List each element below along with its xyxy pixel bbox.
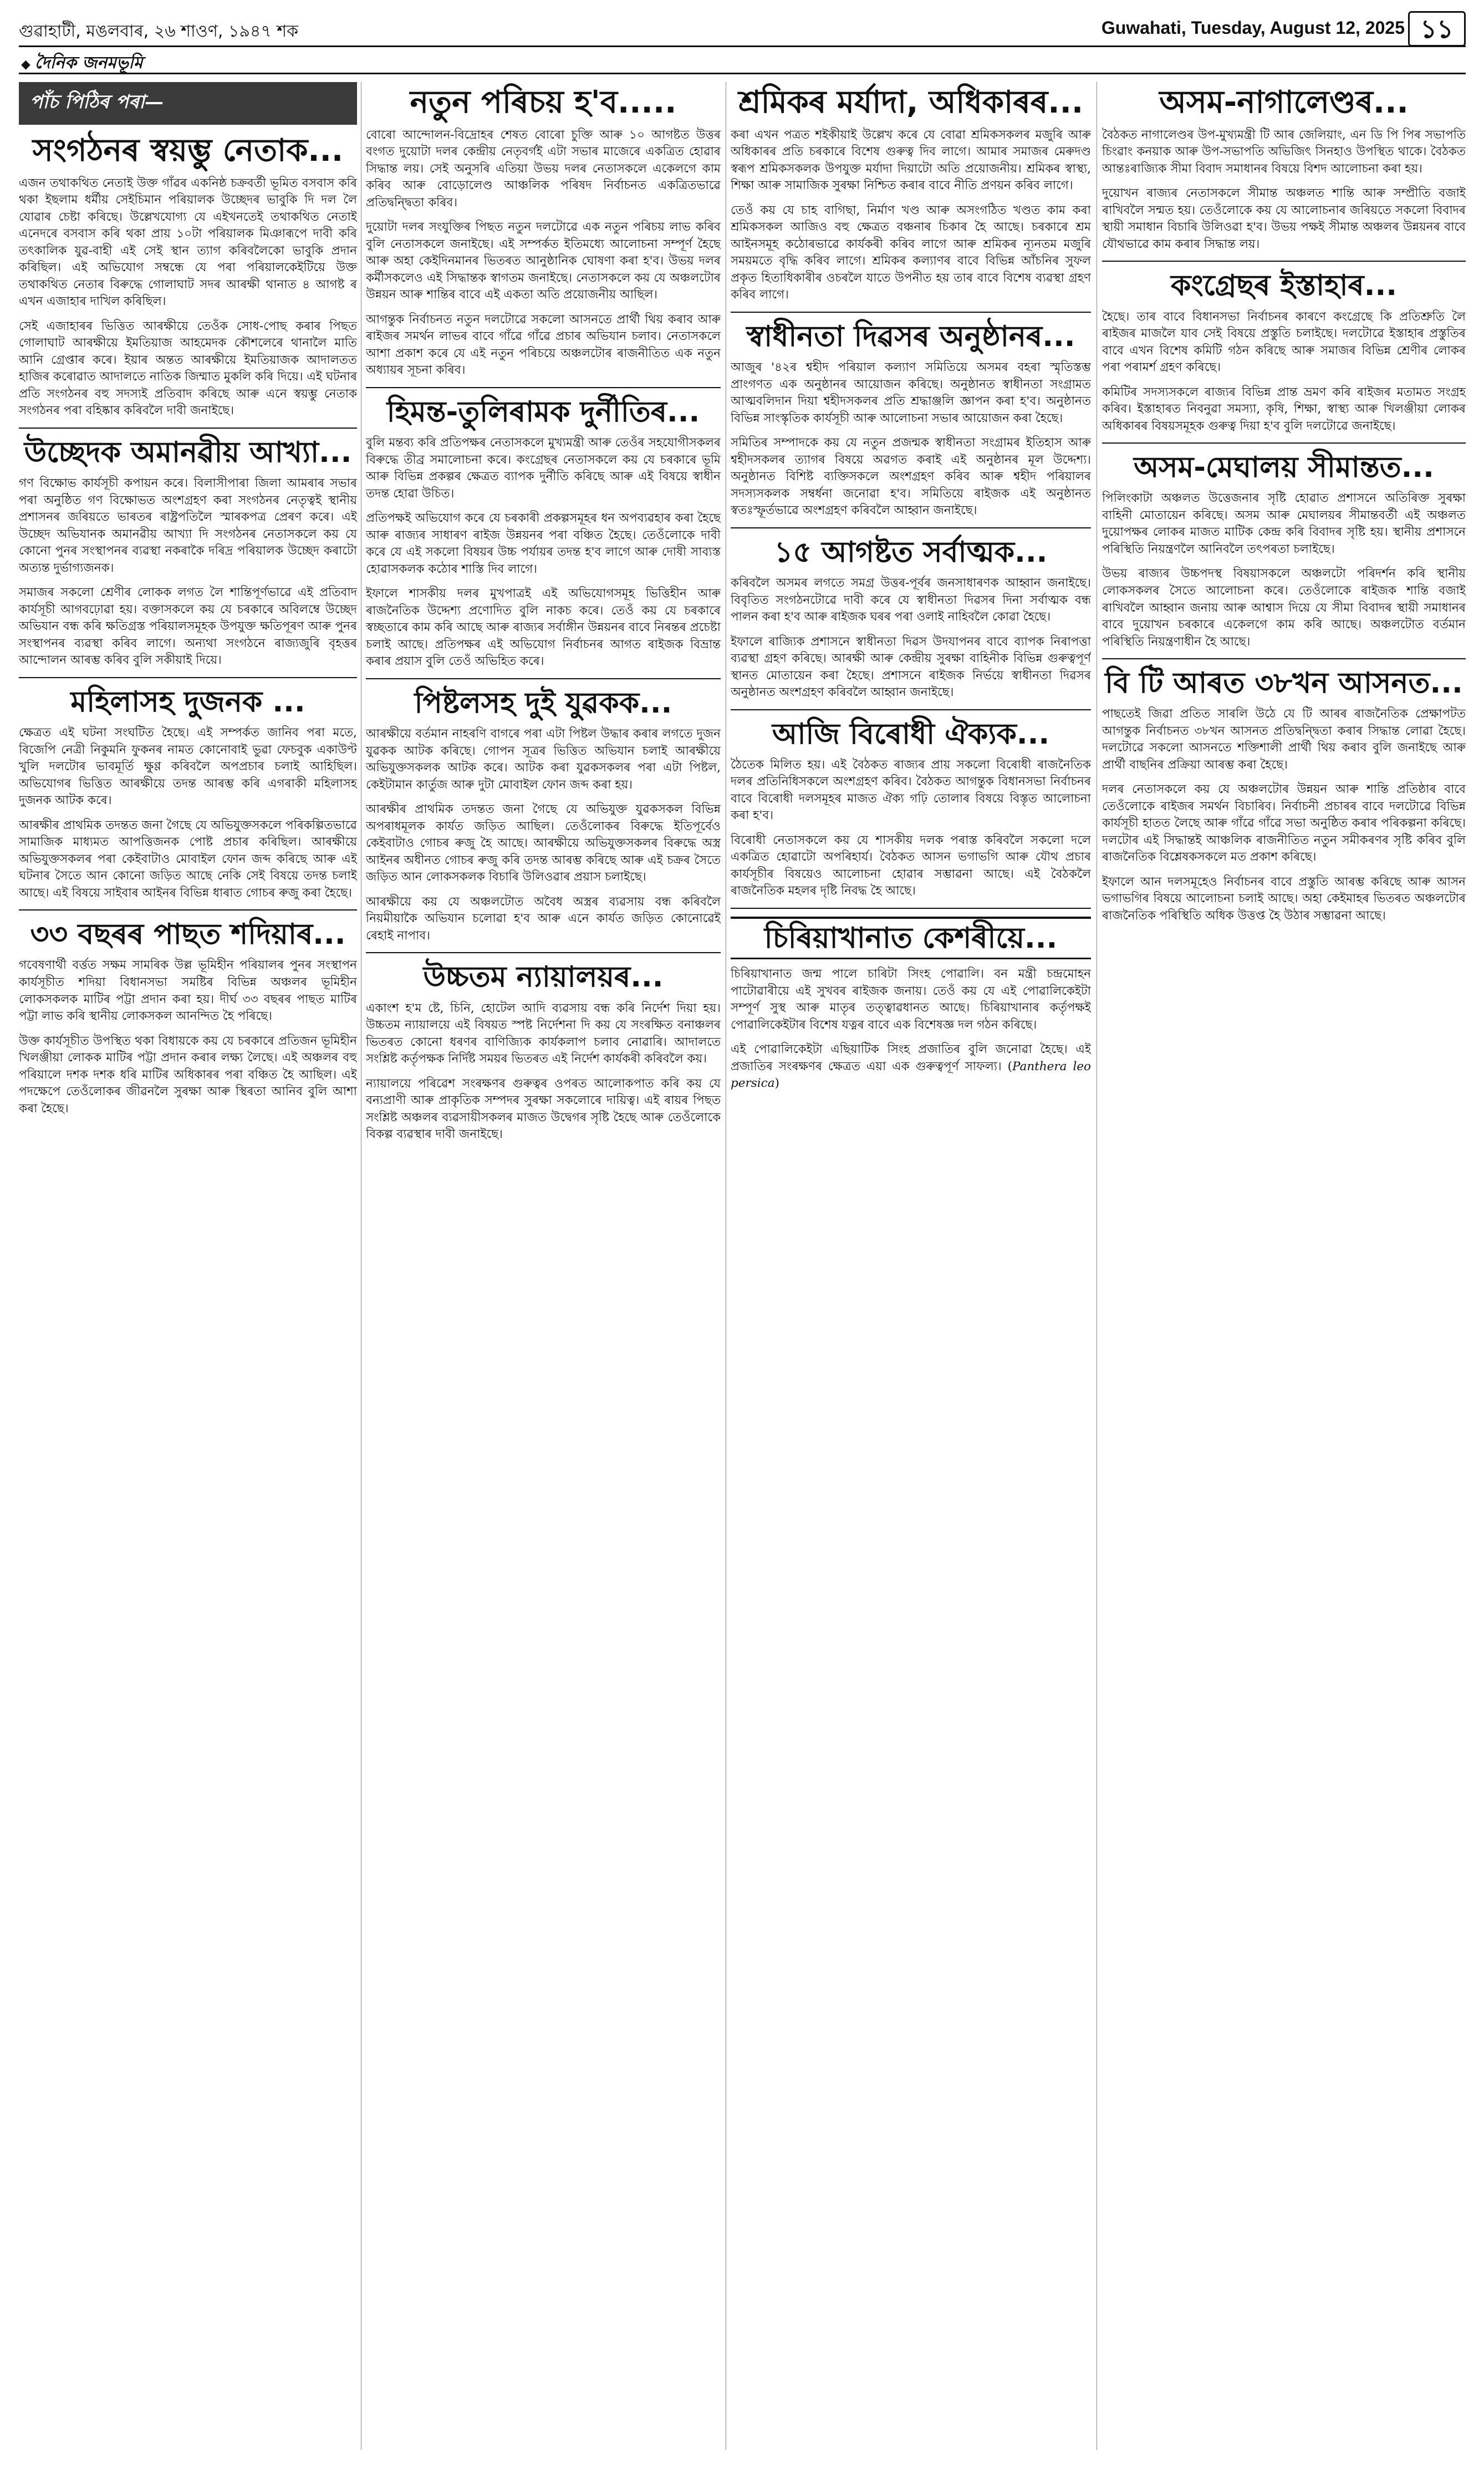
article-paragraph: ক্ষেত্ৰত এই ঘটনা সংঘটিত হৈছে। এই সম্পৰ্কত জানিব পৰা মতে, বিজেপি নেত্ৰী নিকুমনি ফুকনৰ নামত কোনোবাই ভুৱা ফেচবুক একাউণ্ট খুলি দলটোৰ ভাবমূৰ্তি ক্ষুণ্ণ কৰিবলৈ অপপ্ৰচাৰ চলাই আহিছিল। অভিযোগৰ ভিত্তিত আৰক্ষীয়ে তদন্ত আৰম্ভ কৰি এগৰাকী মহিলাসহ দুজনক আটক কৰে। bbox=[19, 726, 357, 808]
article-paragraph: বোৰো আন্দোলন-বিদ্ৰোহৰ শেষত বোৰো চুক্তি আৰু ১০ আগষ্টত উত্তৰ বংগত দুয়োটা দলৰ কেন্দ্ৰীয় নেতৃবৰ্গই এটা সভাৰ মাজেৰে একত্ৰিত হোৱাৰ সিদ্ধান্ত লয়। সেই অনুসৰি এতিয়া উভয় দলৰ নেতাসকলে একেলগে কাম কৰিব আৰু বোড়োলেণ্ড আঞ্চলিক পৰিষদ নিৰ্বাচনত একত্ৰিতভাৱে প্ৰতিদ্বন্দ্বিতা কৰিব। bbox=[366, 128, 721, 210]
continued-banner: পাঁচ পিঠিৰ পৰা— bbox=[19, 82, 357, 125]
article bbox=[731, 718, 1091, 900]
article-paragraph: বিৰোধী নেতাসকলে কয় যে শাসকীয় দলক পৰাস্ত কৰিবলৈ সকলো দলে একত্ৰিত হোৱাটো অপৰিহাৰ্য। বৈঠকত আসন ভগাভগি আৰু যৌথ প্ৰচাৰ কাৰ্যসূচীৰ বিষয়েও আলোচনা হোৱাৰ সম্ভাৱনা আছে। এই বৈঠকলৈ ৰাজনৈতিক মহলৰ দৃষ্টি নিবদ্ধ হৈ আছে। bbox=[731, 833, 1091, 898]
article-paragraph: পাছতেই জিৱা প্ৰতিত সাৰলি উঠে যে টি আৰৰ ৰাজনৈতিক প্ৰেক্ষাপটত আগন্তুক নিৰ্বাচনত ৩৮খন আসনত প্ৰতিদ্বন্দ্বিতা কৰাৰ সিদ্ধান্ত লোৱা হৈছে। দলটোৱে সকলো আসনতে শক্তিশালী প্ৰাৰ্থী থিয় কৰাব বুলি জনাইছে আৰু প্ৰাৰ্থী বাছনিৰ প্ৰক্ৰিয়া আৰম্ভ কৰা হৈছে। bbox=[1102, 707, 1466, 772]
article bbox=[1102, 269, 1466, 435]
dateline-english: Guwahati, Tuesday, August 12, 2025 bbox=[1101, 18, 1405, 38]
headline: হিমন্ত-তুলিৰামক দুৰ্নীতিৰ... bbox=[386, 395, 700, 429]
headline: সংগঠনৰ স্বয়ম্ভু নেতাক... bbox=[32, 133, 344, 169]
article bbox=[366, 687, 721, 944]
article-paragraph: কমিটিৰ সদস্যসকলে ৰাজ্যৰ বিভিন্ন প্ৰান্ত ভ্ৰমণ কৰি ৰাইজৰ মতামত সংগ্ৰহ কৰিব। ইস্তাহাৰত নিবনুৱা সমস্যা, কৃষি, শিক্ষা, স্বাস্থ্য আৰু খিলঞ্জীয়া লোকৰ অধিকাৰৰ বিষয়সমূহক গুৰুত্ব দিয়া হ'ব বুলি দলটোৱে জনাইছে। bbox=[1102, 385, 1466, 433]
article bbox=[19, 686, 357, 902]
divider bbox=[731, 908, 1091, 909]
article bbox=[731, 536, 1091, 701]
divider bbox=[19, 677, 357, 678]
newspaper-name: ◆ দৈনিক জনমভূমি bbox=[21, 49, 142, 78]
divider bbox=[19, 909, 357, 910]
article bbox=[731, 85, 1091, 304]
masthead-bar bbox=[19, 45, 1466, 74]
article-paragraph: এই পোৱালিকেইটা এছিয়াটিক সিংহ প্ৰজাতিৰ বুলি জনোৱা হৈছে। এই প্ৰজাতিৰ সংৰক্ষণৰ ক্ষেত্ৰত এয়া এক গুৰুত্বপূৰ্ণ সাফল্য। (Panthera leo persica) bbox=[731, 1042, 1091, 1091]
article-paragraph-text: এই পোৱালিকেইটা এছিয়াটিক সিংহ প্ৰজাতিৰ বুলি জনোৱা হৈছে। এই প্ৰজাতিৰ সংৰক্ষণৰ ক্ষেত্ৰত এয়া এক গুৰুত্বপূৰ্ণ সাফল্য। bbox=[731, 1042, 1091, 1074]
article bbox=[366, 961, 721, 1143]
headline: মহিলাসহ দুজনক ... bbox=[70, 685, 305, 719]
article-paragraph: দুয়োখন ৰাজ্যৰ নেতাসকলে সীমান্ত অঞ্চলত শান্তি আৰু সম্প্ৰীতি বজাই ৰাখিবলৈ সন্মত হয়। তেওঁলোকে কয় যে আলোচনাৰ জৰিয়তে সকলো বিবাদৰ স্থায়ী সমাধান বিচাৰি উলিওৱা হ'ব। উভয় পক্ষই সীমান্ত অঞ্চলৰ উন্নয়নৰ বাবে যৌথভাৱে কাম কৰাৰ সিদ্ধান্ত লয়। bbox=[1102, 186, 1466, 251]
divider bbox=[731, 312, 1091, 313]
article-paragraph: সমাজৰ সকলো শ্ৰেণীৰ লোকক লগত লৈ শান্তিপূৰ্ণভাৱে এই প্ৰতিবাদ কাৰ্যসূচী আগবঢ়োৱা হয়। বক্তাসকলে কয় যে চৰকাৰে অবিলম্বে উচ্ছেদ অভিযান বন্ধ কৰি ক্ষতিগ্ৰস্ত পৰিয়ালসমূহক উপযুক্ত ক্ষতিপূৰণ আৰু পুনৰ সংস্থাপনৰ ব্যৱস্থা কৰিব লাগে। অন্যথা সংগঠনে ৰাজ্যজুৰি বৃহত্তৰ আন্দোলন আৰম্ভ কৰিব বুলি সকীয়াই দিয়ে। bbox=[19, 586, 357, 668]
article-paragraph: সমিতিৰ সম্পাদকে কয় যে নতুন প্ৰজন্মক স্বাধীনতা সংগ্ৰামৰ ইতিহাস আৰু শ্বহীদসকলৰ ত্যাগৰ বিষয়ে অৱগত কৰাই এই অনুষ্ঠানৰ মূল উদ্দেশ্য। অনুষ্ঠানত বিশিষ্ট ব্যক্তিসকলে অংশগ্ৰহণ কৰিব আৰু শ্বহীদ পৰিয়ালৰ সদস্যসকলক সম্বৰ্ধনা জনোৱা হ'ব। সমিতিয়ে ৰাইজক এই অনুষ্ঠানত স্বতঃস্ফূৰ্তভাৱে অংশগ্ৰহণ কৰিবলৈ আহ্বান জনাইছে। bbox=[731, 436, 1091, 518]
article-paragraph: পিলিংকাটা অঞ্চলত উত্তেজনাৰ সৃষ্টি হোৱাত প্ৰশাসনে অতিৰিক্ত সুৰক্ষা বাহিনী মোতায়েন কৰিছে। অসম আৰু মেঘালয়ৰ সীমান্তবৰ্তী এই অঞ্চলত দুয়োপক্ষৰ লোকৰ মাজত মাটিক কেন্দ্ৰ কৰি বিবাদৰ সৃষ্টি হয়। স্থানীয় প্ৰশাসনে পৰিস্থিতি নিয়ন্ত্ৰণলৈ আনিবলৈ তৎপৰতা চলাইছে। bbox=[1102, 491, 1466, 556]
headline: পিষ্টলসহ দুই যুৱকক... bbox=[414, 686, 672, 720]
article-paragraph: চিৰিয়াখানাত জন্ম পালে চাৰিটা সিংহ পোৱালি। বন মন্ত্ৰী চন্দ্ৰমোহন পাটোৱাৰীয়ে এই সুখবৰ ৰাইজক জনায়। তেওঁ কয় যে এই পোৱালিকেইটা সম্পূৰ্ণ সুস্থ আৰু মাতৃৰ তত্ত্বাৱধানত আছে। চিৰিয়াখানাৰ কৰ্তৃপক্ষই পোৱালিকেইটাৰ বিশেষ যত্নৰ বাবে এক বিশেষজ্ঞ দল গঠন কৰিছে। bbox=[731, 967, 1091, 1032]
article-paragraph: সেই এজাহাৰৰ ভিত্তিত আৰক্ষীয়ে তেওঁক সোধ-পোছ কৰাৰ পিছত গোলাঘাট আৰক্ষীয়ে ইমতিয়াজ আহমেদক কৌশলেৰে থানালৈ মাতি আনি গ্ৰেপ্তাৰ কৰে। ইয়াৰ অন্তত আৰক্ষীয়ে ইমতিয়াজক আদালতত হাজিৰ কৰোৱাত আদালতে নাতিক জিম্মাত মুকলি কৰি দিয়ে। এই ঘটনাৰ প্ৰতি সংগঠনৰ বহু সদস্যই প্ৰতিবাদ কৰিছে আৰু এনে স্বয়ম্ভু নেতাক সংগঠনৰ পৰা বহিষ্কাৰ কৰিবলৈ দাবী জনাইছে। bbox=[19, 319, 357, 418]
divider bbox=[19, 428, 357, 429]
divider bbox=[1102, 658, 1466, 659]
article bbox=[1102, 85, 1466, 253]
article-paragraph: কৰা এখন পত্ৰত শইকীয়াই উল্লেখ কৰে যে বোৱা শ্ৰমিকসকলৰ মজুৰি আৰু অধিকাৰৰ প্ৰতি চৰকাৰে বিশেষ গুৰুত্ব দিব লাগে। আমাৰ সমাজৰ মেৰুদণ্ড স্বৰূপ শ্ৰমিকসকলক উপযুক্ত মৰ্যাদা দিয়াটো অতি প্ৰয়োজনীয়। শ্ৰমিকৰ স্বাস্থ্য, শিক্ষা আৰু সামাজিক সুৰক্ষা নিশ্চিত কৰাৰ বাবে নীতি প্ৰণয়ন কৰিব লাগে। bbox=[731, 128, 1091, 193]
column-3 bbox=[731, 82, 1091, 2450]
headline: অসম-মেঘালয় সীমান্তত... bbox=[1134, 451, 1434, 485]
article-paragraph: উভয় ৰাজ্যৰ উচ্চপদস্থ বিষয়াসকলে অঞ্চলটো পৰিদৰ্শন কৰি স্থানীয় লোকসকলৰ সৈতে আলোচনা কৰে। তেওঁলোকে ৰাইজক শান্তি বজাই ৰাখিবলৈ আহ্বান জনায় আৰু আশ্বাস দিয়ে যে সীমা বিবাদৰ স্থায়ী সমাধানৰ বাবে দুয়োখন চৰকাৰে একেলগে কাম কৰি আছে। অঞ্চলটোত বৰ্তমান পৰিস্থিতি নিয়ন্ত্ৰণাধীন হৈ আছে। bbox=[1102, 567, 1466, 649]
column-2 bbox=[366, 82, 721, 2450]
article-paragraph: বুলি মন্তব্য কৰি প্ৰতিপক্ষৰ নেতাসকলে মুখ্যমন্ত্ৰী আৰু তেওঁৰ সহযোগীসকলৰ বিৰুদ্ধে তীব্ৰ সমালোচনা কৰে। কংগ্ৰেছৰ নেতাসকলে কয় যে চৰকাৰে ভূমি আৰু বিভিন্ন প্ৰকল্পৰ ক্ষেত্ৰত ব্যাপক দুৰ্নীতি কৰিছে আৰু এই বিষয়ে স্বাধীন তদন্ত হোৱা উচিত। bbox=[366, 436, 721, 501]
article bbox=[366, 396, 721, 670]
article-paragraph: কৰিবলৈ অসমৰ লগতে সমগ্ৰ উত্তৰ-পূৰ্বৰ জনসাধাৰণক আহ্বান জনাইছে। বিবৃতিত সংগঠনটোৱে দাবী কৰে যে স্বাধীনতা দিৱসৰ দিনা সৰ্বাত্মক বন্ধ পালন কৰা হ'ব আৰু ৰাইজক ঘৰৰ পৰা ওলাই নাহিবলৈ কোৱা হৈছে। bbox=[731, 576, 1091, 624]
article-paragraph: আৰক্ষীৰ প্ৰাথমিক তদন্তত জনা গৈছে যে অভিযুক্ত যুৱকসকল বিভিন্ন অপৰাধমূলক কাৰ্যত জড়িত আছিল। তেওঁলোকৰ বিৰুদ্ধে ইতিপূৰ্বেও কেইবাটাও গোচৰ ৰুজু হৈ আছে। আৰক্ষীয়ে অভিযুক্তসকলৰ বিৰুদ্ধে অস্ত্ৰ আইনৰ অধীনত গোচৰ ৰুজু কৰি তদন্ত আৰম্ভ কৰিছে আৰু এই চক্ৰৰ সৈতে জড়িত আন লোকসকলক বিচাৰি উলিওৱাৰ প্ৰয়াস চলাইছে। bbox=[366, 802, 721, 884]
article-paragraph: এজন তথাকথিত নেতাই উক্ত গাঁৱৰ একনিষ্ঠ চক্ৰবৰ্তী ভূমিত বসবাস কৰি থকা ইছলাম ধৰ্মীয় সেইচিমান পৰিয়ালক উচ্ছেদৰ ভাবুকি দি দল লৈ যোৱাৰ চেষ্টা কৰিছে। উল্লেখযোগ্য যে এইখনতেই তথাকথিত নেতাই এনেদৰে বসবাস কৰি থকা প্ৰায় ১০টা পৰিয়ালক মিঞাৰূপে দাবী কৰি তৎকালিক যুৱ-বাহী এই সেই স্থান ত্যাগ কৰিবলৈকো ভাবুকি প্ৰদান কৰিছিল। এই অভিযোগ সম্বন্ধে যে পৰা পৰিয়ালকেইটিয়ে উক্ত তথাকথিত নেতাৰ বিৰুদ্ধে গোলাঘাট সদৰ আৰক্ষী থানাত ৪ আগষ্ট ৰ এখন এজাহাৰ দাখিল কৰিছিল। bbox=[19, 176, 357, 309]
headline: উচ্চতম ন্যায়ালয়ৰ... bbox=[423, 960, 664, 994]
headline: উচ্ছেদক অমানৱীয় আখ্যা... bbox=[24, 435, 352, 469]
divider bbox=[366, 678, 721, 679]
article-paragraph: উক্ত কাৰ্যসূচীত উপস্থিত থকা বিধায়কে কয় যে চৰকাৰে প্ৰতিজন ভূমিহীন খিলঞ্জীয়া লোকক মাটিৰ পট্টা প্ৰদান কৰাৰ লক্ষ্য লৈছে। এই অঞ্চলৰ বহু পৰিয়ালে দশক দশক ধৰি মাটিৰ অধিকাৰৰ পৰা বঞ্চিত হৈ আছিল। এই পদক্ষেপে তেওঁলোকৰ জীৱনলৈ সুৰক্ষা আৰু স্থিৰতা আনিব বুলি আশা কৰা হৈছে। bbox=[19, 1034, 357, 1116]
article-paragraph: ন্যায়ালয়ে পৰিৱেশ সংৰক্ষণৰ গুৰুত্বৰ ওপৰত আলোকপাত কৰি কয় যে বন্যপ্ৰাণী আৰু প্ৰাকৃতিক সম্পদৰ সুৰক্ষা সকলোৰে দায়িত্ব। এই ৰায়ৰ পিছত সংশ্লিষ্ট অঞ্চলৰ ব্যৱসায়ীসকলৰ মাজত উদ্বেগৰ সৃষ্টি হৈছে আৰু তেওঁলোকে বিকল্প ব্যৱস্থাৰ দাবী জনাইছে। bbox=[366, 1076, 721, 1142]
divider bbox=[1102, 442, 1466, 444]
article bbox=[1102, 667, 1466, 924]
article bbox=[19, 436, 357, 669]
headline: কংগ্ৰেছৰ ইস্তাহাৰ... bbox=[1171, 269, 1397, 303]
headline: স্বাধীনতা দিৱসৰ অনুষ্ঠানৰ... bbox=[746, 319, 1075, 353]
divider bbox=[1102, 261, 1466, 262]
article-paragraph: আৰক্ষীয়ে বৰ্তমান নাহৰণি বাগৰে পৰা এটা পিষ্টল উদ্ধাৰ কৰাৰ লগতে দুজন যুৱকক আটক কৰিছে। গোপন সূত্ৰৰ ভিত্তিত অভিযান চলাই আৰক্ষীয়ে অভিযুক্তসকলক আটক কৰে। আটক কৰা যুৱকসকলৰ পৰা এটা পিষ্টল, কেইটামান কাৰ্তুজ আৰু দুটা মোবাইল ফোন জব্দ কৰা হয়। bbox=[366, 727, 721, 792]
headline: শ্ৰমিকৰ মৰ্যাদা, অধিকাৰৰ... bbox=[738, 84, 1084, 120]
article-paragraph: আগন্তুক নিৰ্বাচনত নতুন দলটোৱে সকলো আসনতে প্ৰাৰ্থী থিয় কৰাব আৰু ৰাইজৰ সমৰ্থন লাভৰ বাবে গাঁৱে গাঁৱে প্ৰচাৰ অভিযান চলাব। নেতাসকলে আশা প্ৰকাশ কৰে যে এই নতুন পৰিচয়ে অঞ্চলটোৰ ৰাজনীতিত এক নতুন অধ্যায়ৰ সূচনা কৰিব। bbox=[366, 312, 721, 378]
article-paragraph: আৰক্ষীৰ প্ৰাথমিক তদন্তত জনা গৈছে যে অভিযুক্তসকলে পৰিকল্পিতভাৱে সামাজিক মাধ্যমত আপত্তিজনক পোষ্ট প্ৰচাৰ কৰিছিল। আৰক্ষীয়ে অভিযুক্তসকলৰ পৰা কেইবাটাও মোবাইল ফোন জব্দ কৰিছে আৰু এই ঘটনাৰ সৈতে আন কোনো জড়িত আছে নেকি সেই বিষয়ে তদন্ত চলাই আছে। এই বিষয়ে সাইবাৰ আইনৰ বিভিন্ন ধাৰাত গোচৰ ৰুজু কৰা হৈছে। bbox=[19, 818, 357, 900]
article-paragraph: ইফালে আন দলসমূহেও নিৰ্বাচনৰ বাবে প্ৰস্তুতি আৰম্ভ কৰিছে আৰু আসন ভগাভগিৰ বিষয়ে আলোচনা চলাই আছে। অহা কেইমাহৰ ভিতৰত অঞ্চলটোৰ ৰাজনৈতিক পৰিস্থিতি অধিক উত্তপ্ত হৈ উঠাৰ সম্ভাৱনা আছে। bbox=[1102, 874, 1466, 923]
article bbox=[19, 134, 357, 420]
headline: আজি বিৰোধী ঐক্যক... bbox=[772, 717, 1050, 751]
dateline-assamese: গুৱাহাটী, মঙলবাৰ, ২৬ শাওণ, ১৯৪৭ শক bbox=[19, 22, 299, 41]
headline: বি টি আৰত ৩৮খন আসনত... bbox=[1105, 667, 1463, 700]
species-name: Panthera leo persica bbox=[731, 1059, 1091, 1091]
article-paragraph: দলৰ নেতাসকলে কয় যে অঞ্চলটোৰ উন্নয়ন আৰু শান্তি প্ৰতিষ্ঠাৰ বাবে তেওঁলোকে ৰাইজৰ সমৰ্থন বিচাৰিব। নিৰ্বাচনী প্ৰচাৰৰ বাবে দলটোৱে বিভিন্ন কাৰ্যসূচী হাতত লৈছে আৰু গাঁৱে গাঁৱে সভা অনুষ্ঠিত কৰাৰ পৰিকল্পনা কৰিছে। দলটোৰ এই সিদ্ধান্তই আঞ্চলিক ৰাজনীতিত নতুন সমীকৰণৰ সৃষ্টি কৰিব বুলি ৰাজনৈতিক বিশ্লেষকসকলে মত প্ৰকাশ কৰিছে। bbox=[1102, 782, 1466, 864]
article-paragraph: গবেষণাৰ্থী বৰ্ত্তত সক্ষম সামৰিক উল্ল ভূমিহীন পৰিয়ালৰ পুনৰ সংস্থাপন কাৰ্যসূচীত শদিয়া বিধানসভা সমষ্টিৰ বিভিন্ন অঞ্চলৰ ভূমিহীন লোকসকলক মাটিৰ পট্টা প্ৰদান কৰা হয়। দীৰ্ঘ ৩৩ বছৰৰ পাছত মাটিৰ পট্টা লাভ কৰি স্থানীয় লোকসকল আনন্দিত হৈ পৰিছে। bbox=[19, 958, 357, 1024]
divider bbox=[731, 709, 1091, 710]
article-paragraph: তেওঁ কয় যে চাহ বাগিছা, নিৰ্মাণ খণ্ড আৰু অসংগঠিত খণ্ডত কাম কৰা শ্ৰমিকসকল আজিও বহু ক্ষেত্ৰত বঞ্চনাৰ চিকাৰ হৈ আছে। চৰকাৰে শ্ৰম আইনসমূহ কঠোৰভাৱে কাৰ্যকৰী কৰিব লাগে আৰু শ্ৰমিকৰ ন্যূনতম মজুৰি সময়মতে বৃদ্ধি কৰিব লাগে। শ্ৰমিকৰ কল্যাণৰ বাবে বিভিন্ন আঁচনিৰ সুফল প্ৰকৃত হিতাধিকাৰীৰ ওচৰলৈ যাতে উপনীত হয় তাৰ বাবে বিশেষ ব্যৱস্থা গ্ৰহণ কৰিব লাগে। bbox=[731, 203, 1091, 302]
headline: অসম-নাগালেণ্ডৰ... bbox=[1159, 84, 1409, 120]
headline: ৩৩ বছৰৰ পাছত শদিয়াৰ... bbox=[30, 918, 346, 952]
article bbox=[19, 918, 357, 1117]
headline: চিৰিয়াখানাত কেশৰীয়ে... bbox=[731, 917, 1091, 959]
article-paragraph: আৰক্ষীয়ে কয় যে অঞ্চলটোত অবৈধ অস্ত্ৰৰ ব্যৱসায় বন্ধ কৰিবলৈ নিয়মীয়াকৈ অভিযান চলোৱা হ'ব আৰু এনে কাৰ্যত জড়িত কোনোৱেই ৰেহাই নাপাব। bbox=[366, 894, 721, 943]
divider bbox=[366, 387, 721, 388]
article-paragraph: একাংশ হ'ম ষ্টে, চিনি, হোটেল আদি ব্যৱসায় বন্ধ কৰি নিৰ্দেশ দিয়া হয়। উচ্চতম ন্যায়ালয়ে এই বিষয়ত স্পষ্ট নিৰ্দেশনা দি কয় যে সংৰক্ষিত বনাঞ্চলৰ ভিতৰত কোনো ধৰণৰ বাণিজ্যিক কাৰ্যকলাপ চলাব নোৱাৰি। আদালতে সংশ্লিষ্ট কৰ্তৃপক্ষক নিৰ্দিষ্ট সময়ৰ ভিতৰত এই নিৰ্দেশ কাৰ্যকৰী কৰিবলৈ কয়। bbox=[366, 1001, 721, 1066]
page-number: ১১ bbox=[1408, 11, 1466, 47]
article bbox=[366, 85, 721, 379]
article-paragraph: গণ বিক্ষোভ কাৰ্যসূচী কপায়ন কৰে। বিলাসীপাৰা জিলা আমৰাৰ সভাৰ পৰা অনুষ্ঠিত গণ বিক্ষোভত অংশগ্ৰহণ কৰা সংগঠনৰ নেতৃত্বই স্থানীয় প্ৰশাসনৰ জৰিয়তে ভাৰতৰ ৰাষ্ট্ৰপতিলৈ স্মাৰকপত্ৰ প্ৰেৰণ কৰে। এই উচ্ছেদ অভিযানক অমানৱীয় আখ্যা দি সংগঠনৰ নেতাসকলে কয় যে কোনো পুনৰ সংস্থাপনৰ ব্যৱস্থা নকৰাকৈ দৰিদ্ৰ পৰিয়ালক উচ্ছেদ কৰাটো অত্যন্ত দুৰ্ভাগ্যজনক। bbox=[19, 476, 357, 575]
article-paragraph: আজুৰ '৪২ৰ শ্বহীদ পৰিয়াল কল্যাণ সমিতিয়ে অসমৰ বহৰা স্মৃতিস্তম্ভ প্ৰাংগণত এক অনুষ্ঠানৰ আয়োজন কৰিছে। অনুষ্ঠানত স্বাধীনতা সংগ্ৰামত আত্মবলিদান দিয়া শ্বহীদসকলৰ প্ৰতি শ্ৰদ্ধাঞ্জলি জ্ঞাপন কৰা হ'ব। অনুষ্ঠানত বিভিন্ন সাংস্কৃতিক কাৰ্যসূচী আৰু আলোচনা সভাৰ আয়োজন কৰা হৈছে। bbox=[731, 360, 1091, 425]
headline: নতুন পৰিচয় হ'ব..... bbox=[410, 84, 677, 120]
article bbox=[731, 321, 1091, 520]
article-paragraph: বৈঠকত নাগালেণ্ডৰ উপ-মুখ্যমন্ত্ৰী টি আৰ জেলিয়াং, এন ডি পি পিৰ সভাপতি চিংৱাং কনয়াক আৰু উপ-সভাপতি অভিজিৎ সিনহাও উপস্থিত থাকে। বৈঠকত আন্তঃৰাজ্যিক সীমা বিবাদ সমাধানৰ বিষয়ে বিশদ আলোচনা কৰা হয়। bbox=[1102, 128, 1466, 176]
column-4 bbox=[1102, 82, 1466, 2450]
article-paragraph: দুয়োটা দলৰ সংযুক্তিৰ পিছত নতুন দলটোৱে এক নতুন পৰিচয় লাভ কৰিব বুলি নেতাসকলে জনাইছে। এই সম্পৰ্কত ইতিমধ্যে আলোচনা সম্পূৰ্ণ হৈছে আৰু অহা কেইদিনমানৰ ভিতৰত আনুষ্ঠানিক ঘোষণা কৰা হ'ব। উভয় দলৰ কৰ্মীসকলেও এই সিদ্ধান্তক স্বাগতম জনাইছে। নেতাসকলে কয় যে অঞ্চলটোৰ উন্নয়ন আৰু শান্তিৰ বাবে এই একতা অতি প্ৰয়োজনীয় আছিল। bbox=[366, 220, 721, 302]
divider bbox=[366, 952, 721, 953]
article bbox=[1102, 451, 1466, 650]
article bbox=[731, 917, 1091, 1092]
article-paragraph: ইফালে ৰাজ্যিক প্ৰশাসনে স্বাধীনতা দিৱস উদযাপনৰ বাবে ব্যাপক নিৰাপত্তা ব্যৱস্থা গ্ৰহণ কৰিছে। আৰক্ষী আৰু কেন্দ্ৰীয় সুৰক্ষা বাহিনীক বিভিন্ন গুৰুত্বপূৰ্ণ স্থানত মোতায়েন কৰা হৈছে। প্ৰশাসনে ৰাইজক নিৰ্ভয়ে স্বাধীনতা দিৱসৰ অনুষ্ঠানত অংশগ্ৰহণ কৰিবলৈ আহ্বান জনাইছে। bbox=[731, 634, 1091, 700]
headline: ১৫ আগষ্টত সৰ্বাত্মক... bbox=[774, 535, 1048, 569]
page-header bbox=[19, 14, 1466, 44]
divider bbox=[731, 527, 1091, 528]
article-paragraph: ঠৈতেক মিলিত হয়। এই বৈঠকত ৰাজ্যৰ প্ৰায় সকলো বিৰোধী ৰাজনৈতিক দলৰ প্ৰতিনিধিসকলে অংশগ্ৰহণ কৰিব। বৈঠকত আগন্তুক বিধানসভা নিৰ্বাচনৰ বাবে বিৰোধী দলসমূহৰ মাজত ঐক্য গঢ়ি তোলাৰ বিষয়ে বিস্তৃত আলোচনা কৰা হ'ব। bbox=[731, 757, 1091, 823]
article-paragraph: হৈছে। তাৰ বাবে বিধানসভা নিৰ্বাচনৰ কাৰণে কংগ্ৰেছে কি প্ৰতিশ্ৰুতি লৈ ৰাইজৰ মাজলৈ যাব সেই বিষয়ে প্ৰস্তুতি চলাইছে। দলটোৱে ইস্তাহাৰ প্ৰস্তুতিৰ বাবে এখন বিশেষ কমিটি গঠন কৰিছে আৰু সমাজৰ বিভিন্ন শ্ৰেণীৰ লোকৰ পৰা পৰামৰ্শ গ্ৰহণ কৰিছে। bbox=[1102, 309, 1466, 375]
article-paragraph: প্ৰতিপক্ষই অভিযোগ কৰে যে চৰকাৰী প্ৰকল্পসমূহৰ ধন অপব্যৱহাৰ কৰা হৈছে আৰু ৰাজ্যৰ সাধাৰণ ৰাইজ উন্নয়নৰ পৰা বঞ্চিত হৈছে। তেওঁলোকে দাবী কৰে যে এই সকলো বিষয়ৰ উচ্চ পৰ্যায়ৰ তদন্ত হ'ব লাগে আৰু দোষী সাব্যস্ত হোৱাসকলক কঠোৰ শাস্তি দিব লাগে। bbox=[366, 511, 721, 576]
article-paragraph: ইফালে শাসকীয় দলৰ মুখপাত্ৰই এই অভিযোগসমূহ ভিত্তিহীন আৰু ৰাজনৈতিক উদ্দেশ্য প্ৰণোদিত বুলি নাকচ কৰে। তেওঁ কয় যে চৰকাৰে স্বচ্ছতাৰে কাম কৰি আছে আৰু ৰাজ্যৰ সৰ্বাঙ্গীন উন্নয়নৰ বাবে নিৰন্তৰ প্ৰচেষ্টা চলাই আছে। প্ৰতিপক্ষৰ এই অভিযোগ নিৰ্বাচনৰ আগত ৰাইজক বিভ্ৰান্ত কৰাৰ প্ৰয়াস বুলি তেওঁ অভিহিত কৰে। bbox=[366, 587, 721, 669]
column-1 bbox=[19, 82, 357, 2450]
